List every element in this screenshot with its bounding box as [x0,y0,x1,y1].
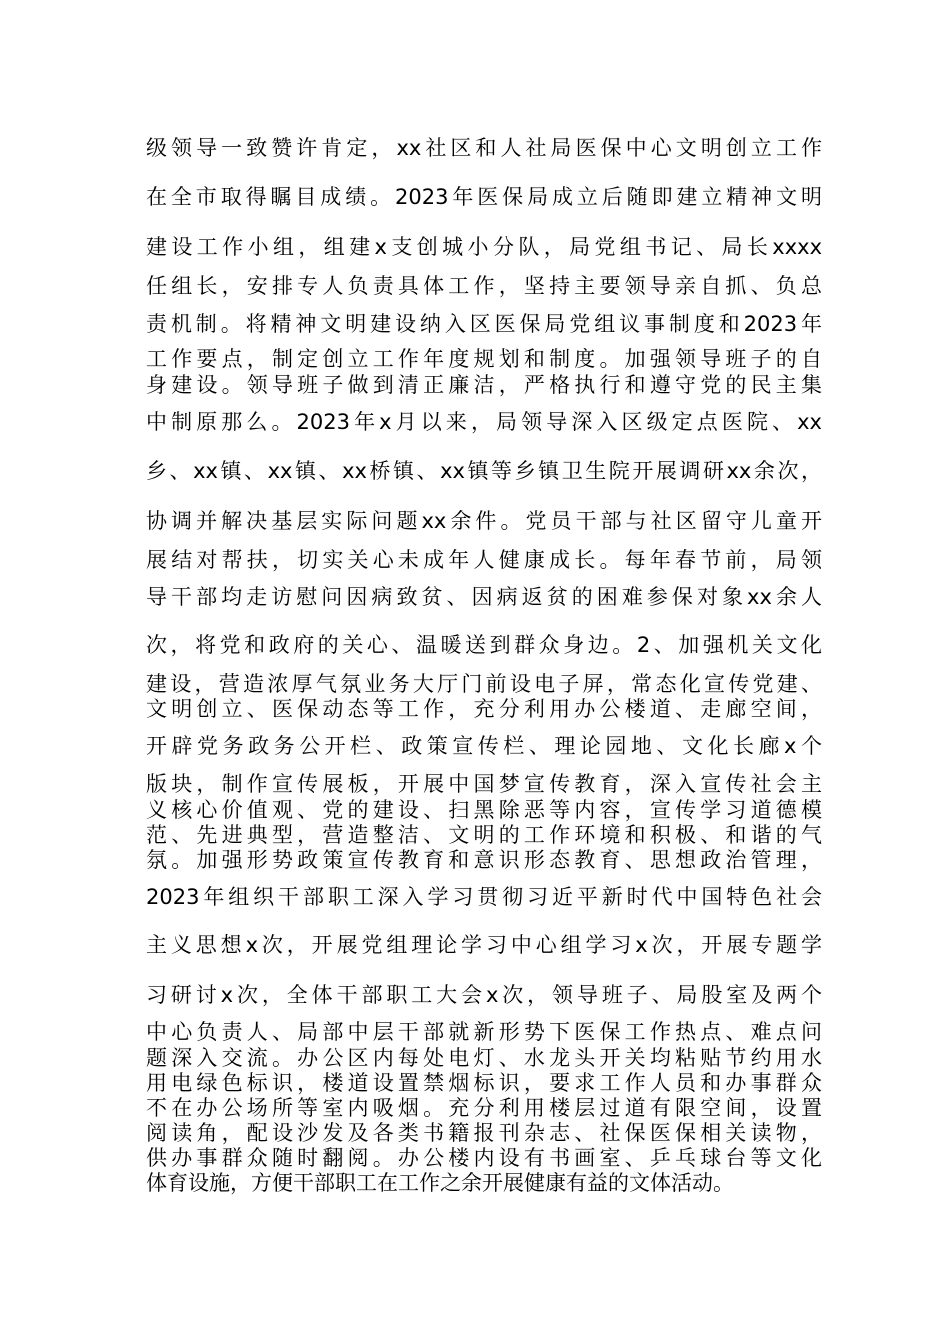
text-line: 题深入交流。办公区内每处电灯、水龙头开关均粘贴节约用水 [146,1046,822,1070]
text-line: 习研讨x次，全体干部职工大会x次，领导班子、局股室及两个 [146,983,822,1007]
text-line: 用电绿色标识，楼道设置禁烟标识，要求工作人员和办事群众 [146,1071,822,1095]
text-line: 义核心价值观、党的建设、扫黑除恶等内容，宣传学习道德模 [146,798,822,822]
text-line: 2023年组织干部职工深入学习贯彻习近平新时代中国特色社会 [146,885,822,909]
text-line: 阅读角，配设沙发及各类书籍报刊杂志、社保医保相关读物， [146,1121,822,1145]
text-line: 工作要点，制定创立工作年度规划和制度。加强领导班子的自 [146,347,822,371]
text-line: 任组长，安排专人负责具体工作，坚持主要领导亲自抓、负总 [146,274,822,298]
text-line: 级领导一致赞许肯定，xx社区和人社局医保中心文明创立工作 [146,136,822,160]
text-line: 责机制。将精神文明建设纳入区医保局党组议事制度和2023年 [146,312,822,336]
text-line: 版块，制作宣传展板，开展中国梦宣传教育，深入宣传社会主 [146,772,822,796]
text-line: 建设，营造浓厚气氛业务大厅门前设电子屏，常态化宣传党建、 [146,672,822,696]
text-line: 乡、xx镇、xx镇、xx桥镇、xx镇等乡镇卫生院开展调研xx余次， [146,459,822,483]
text-line: 不在办公场所等室内吸烟。充分利用楼层过道有限空间，设置 [146,1096,822,1120]
text-line: 文明创立、医保动态等工作，充分利用办公楼道、走廊空间， [146,697,822,721]
text-line: 建设工作小组，组建x支创城小分队，局党组书记、局长xxxx [146,235,822,259]
text-line: 主义思想x次，开展党组理论学习中心组学习x次，开展专题学 [146,933,822,957]
text-line: 中制原那么。2023年x月以来，局领导深入区级定点医院、xx [146,410,822,434]
text-line: 开辟党务政务公开栏、政策宣传栏、理论园地、文化长廊x个 [146,734,822,758]
text-line: 氛。加强形势政策宣传教育和意识形态教育、思想政治管理， [146,848,822,872]
text-line: 范、先进典型，营造整洁、文明的工作环境和积极、和谐的气 [146,823,822,847]
text-line: 导干部均走访慰问因病致贫、因病返贫的困难参保对象xx余人 [146,585,822,609]
text-line: 身建设。领导班子做到清正廉洁，严格执行和遵守党的民主集 [146,373,822,397]
text-line: 展结对帮扶，切实关心未成年人健康成长。每年春节前，局领 [146,548,822,572]
text-line: 供办事群众随时翻阅。办公楼内设有书画室、乒乓球台等文化 [146,1146,822,1170]
text-line: 协调并解决基层实际问题xx余件。党员干部与社区留守儿童开 [146,509,822,533]
text-line: 体育设施，方便干部职工在工作之余开展健康有益的文体活动。 [146,1171,734,1195]
text-line: 中心负责人、局部中层干部就新形势下医保工作热点、难点问 [146,1020,822,1044]
text-line: 在全市取得瞩目成绩。2023年医保局成立后随即建立精神文明 [146,185,822,209]
text-line: 次，将党和政府的关心、温暖送到群众身边。2、加强机关文化 [146,633,822,657]
